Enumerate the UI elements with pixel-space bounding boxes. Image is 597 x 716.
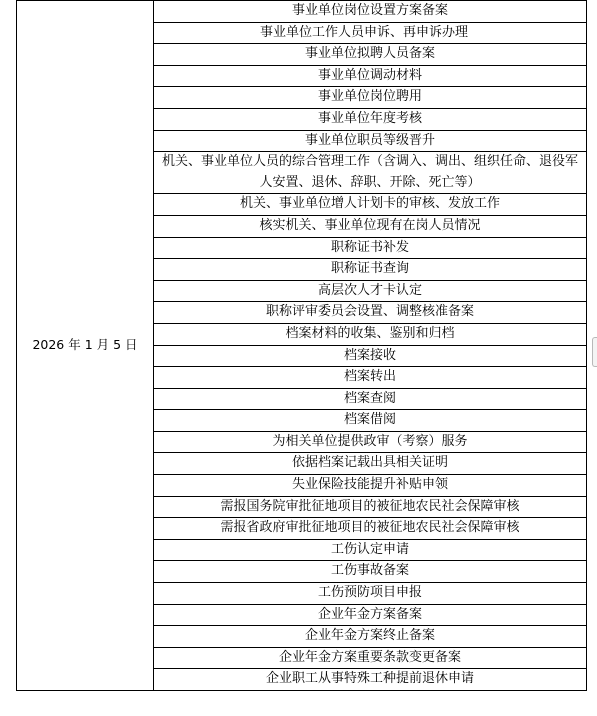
item-cell: 企业年金方案备案	[154, 604, 587, 626]
item-cell: 事业单位拟聘人员备案	[154, 44, 587, 66]
item-cell: 档案接收	[154, 345, 587, 367]
item-cell: 事业单位职员等级晋升	[154, 130, 587, 152]
item-cell: 职称证书补发	[154, 237, 587, 259]
item-cell: 事业单位工作人员申诉、再申诉办理	[154, 22, 587, 44]
item-cell: 高层次人才卡认定	[154, 280, 587, 302]
item-cell: 档案转出	[154, 367, 587, 389]
table-body	[17, 1, 587, 691]
item-cell: 需报国务院审批征地项目的被征地农民社会保障审核	[154, 496, 587, 518]
item-cell: 事业单位岗位聘用	[154, 87, 587, 109]
item-cell: 企业年金方案终止备案	[154, 626, 587, 648]
item-cell: 档案材料的收集、鉴别和归档	[154, 323, 587, 345]
item-cell: 档案借阅	[154, 410, 587, 432]
item-cell: 机关、事业单位人员的综合管理工作（含调入、调出、组织任命、退役军人安置、退休、辞职、开除、死亡等）	[154, 152, 587, 194]
item-cell: 核实机关、事业单位现有在岗人员情况	[154, 215, 587, 237]
item-cell: 档案查阅	[154, 388, 587, 410]
item-cell: 需报省政府审批征地项目的被征地农民社会保障审核	[154, 518, 587, 540]
page-edge-tab[interactable]	[592, 337, 597, 367]
service-items-table	[16, 0, 587, 691]
item-cell: 职称证书查询	[154, 259, 587, 281]
item-cell: 工伤认定申请	[154, 539, 587, 561]
item-cell: 工伤预防项目申报	[154, 583, 587, 605]
item-cell: 事业单位调动材料	[154, 65, 587, 87]
item-cell: 失业保险技能提升补贴申领	[154, 475, 587, 497]
item-cell: 事业单位岗位设置方案备案	[154, 1, 587, 23]
date-cell: 2026 年 1 月 5 日	[17, 1, 154, 691]
item-cell: 机关、事业单位增人计划卡的审核、发放工作	[154, 194, 587, 216]
item-cell: 为相关单位提供政审（考察）服务	[154, 431, 587, 453]
item-cell: 事业单位年度考核	[154, 108, 587, 130]
item-cell: 依据档案记载出具相关证明	[154, 453, 587, 475]
item-cell: 工伤事故备案	[154, 561, 587, 583]
item-cell: 职称评审委员会设置、调整核准备案	[154, 302, 587, 324]
item-cell: 企业职工从事特殊工种提前退休申请	[154, 669, 587, 691]
item-cell: 企业年金方案重要条款变更备案	[154, 647, 587, 669]
table-row	[17, 1, 587, 23]
